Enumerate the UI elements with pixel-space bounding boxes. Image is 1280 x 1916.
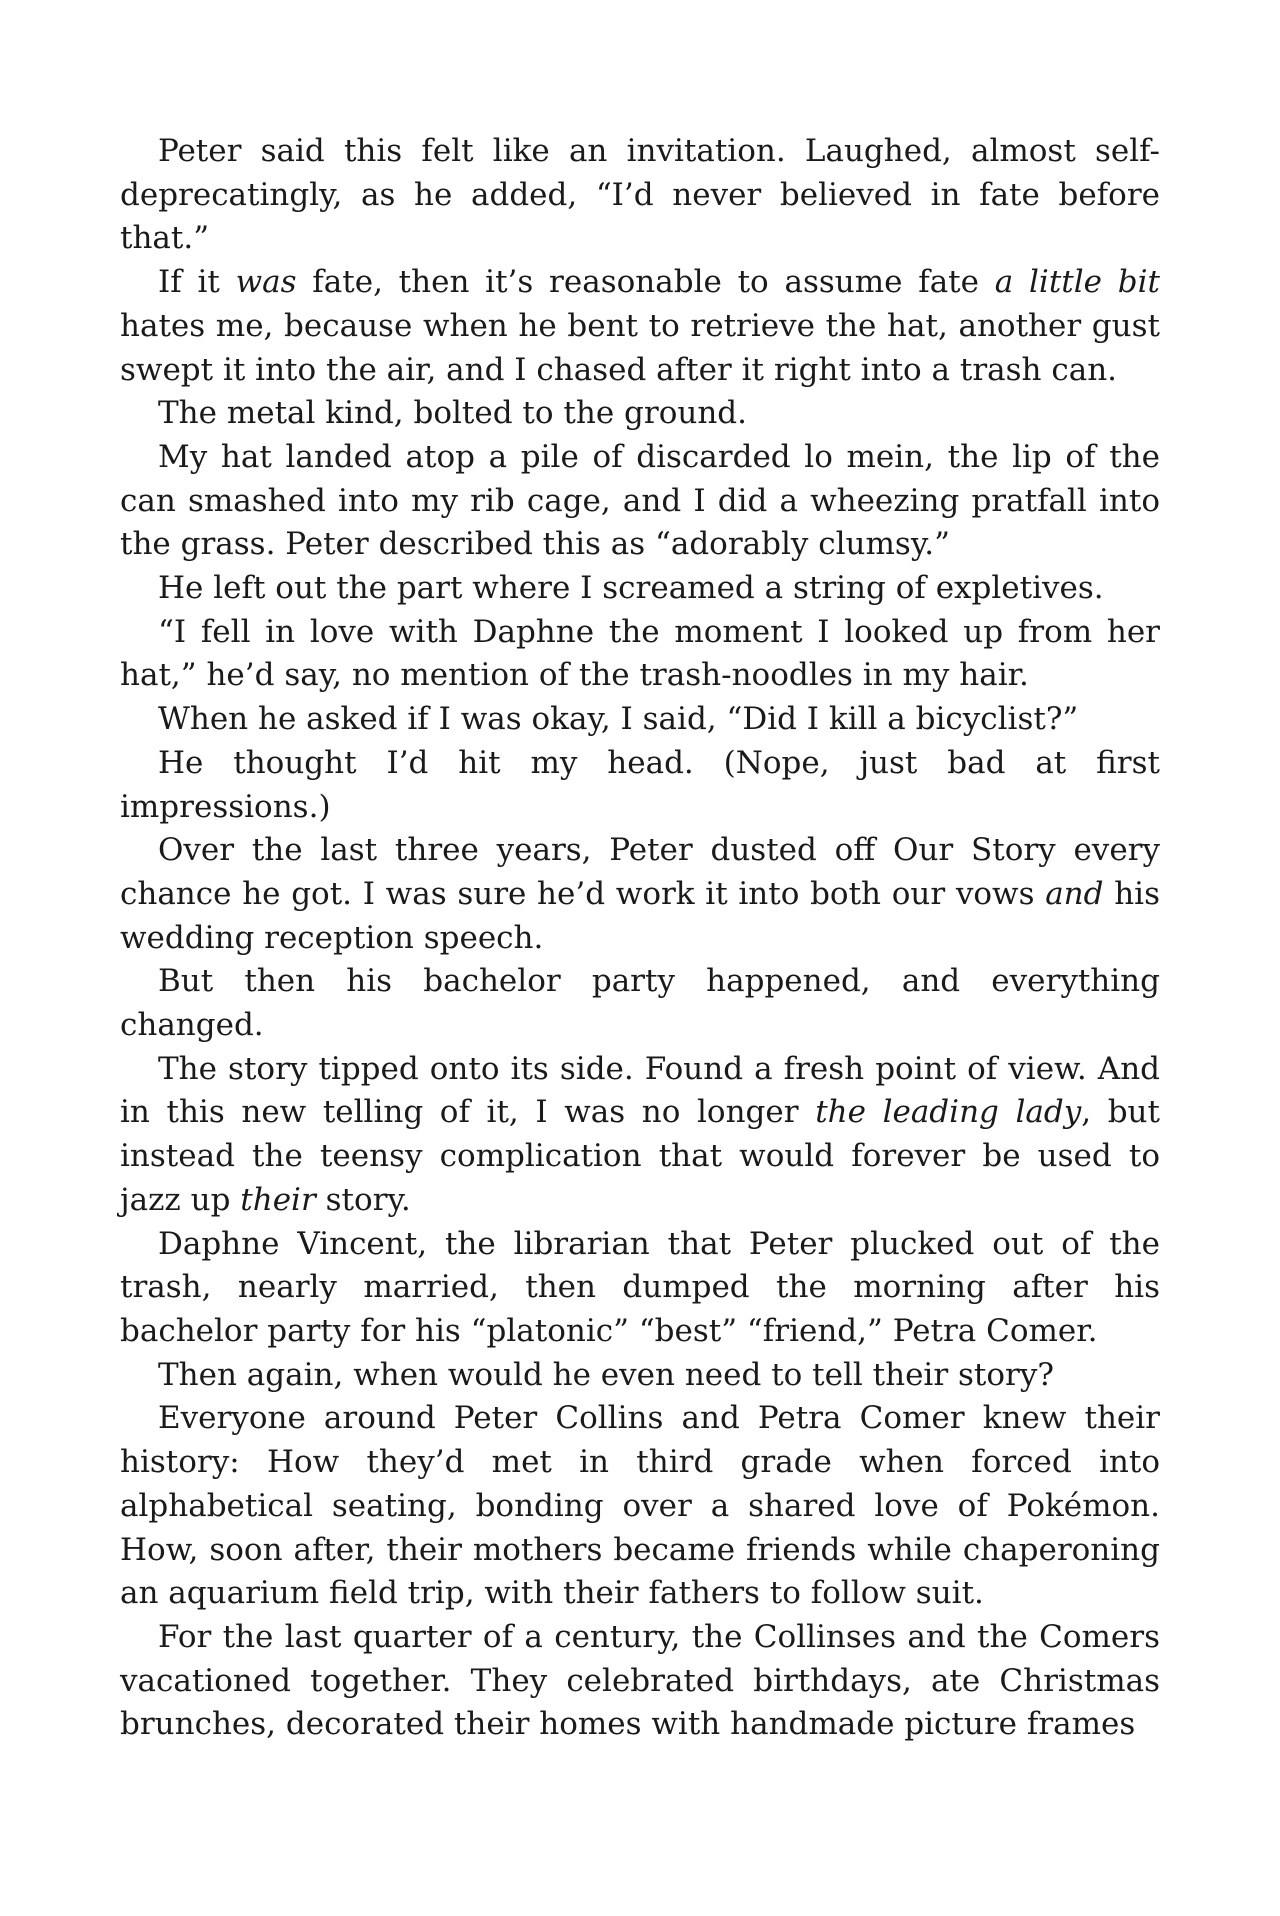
paragraph: The metal kind, bolted to the ground. (158, 395, 747, 432)
paragraph: Peter said this felt like an invitation. Laughed, almost self-deprecatingly, as he added, “I’d never believed in fate before that.” (120, 133, 1160, 257)
book-page (120, 130, 1160, 1747)
paragraph: When he asked if I was okay, I said, “Did I kill a bicyclist?” (158, 701, 1079, 738)
paragraph: If it was fate, then it’s reasonable to assume fate a little bit hates me, because when he bent to retrieve the hat, another gust swept it into the air, and I chased after it right into a trash can. (120, 264, 1160, 388)
paragraph: Over the last three years, Peter dusted off Our Story every chance he got. I was sure he’d work it into both our vows and his wedding reception speech. (120, 832, 1160, 956)
paragraph: The story tipped onto its side. Found a fresh point of view. And in this new telling of it, I was no longer the leading lady, but instead the teensy complication that would forever be used to jazz up their story. (120, 1050, 1160, 1218)
paragraph: My hat landed atop a pile of discarded lo mein, the lip of the can smashed into my rib cage, and I did a wheezing pratfall into the grass. Peter described this as “adorably clumsy.” (120, 438, 1160, 563)
paragraph: He thought I’d hit my head. (Nope, just bad at first impressions.) (120, 744, 1160, 825)
paragraph: He left out the part where I screamed a string of expletives. (158, 570, 1104, 607)
paragraph: For the last quarter of a century, the Collinses and the Comers vacationed together. They celebrated birthdays, ate Christmas brunches, decorated their homes with handmade picture frames (120, 1618, 1160, 1743)
paragraph: Everyone around Peter Collins and Petra Comer knew their history: How they’d met in third grade when forced into alphabetical seating, bonding over a shared love of Pokémon. How, soon after, their mothers became friends while chaperoning an aquarium field trip, with their fathers to follow suit. (120, 1400, 1160, 1612)
paragraph: Daphne Vincent, the librarian that Peter plucked out of the trash, nearly married, then dumped the morning after his bachelor party for his “platonic” “best” “friend,” Petra Comer. (120, 1225, 1160, 1349)
paragraph: “I fell in love with Daphne the moment I looked up from her hat,” he’d say, no mention of the trash-noodles in my hair. (120, 613, 1160, 694)
paragraph: Then again, when would he even need to tell their story? (158, 1356, 1054, 1393)
paragraph: But then his bachelor party happened, and everything changed. (120, 963, 1160, 1044)
